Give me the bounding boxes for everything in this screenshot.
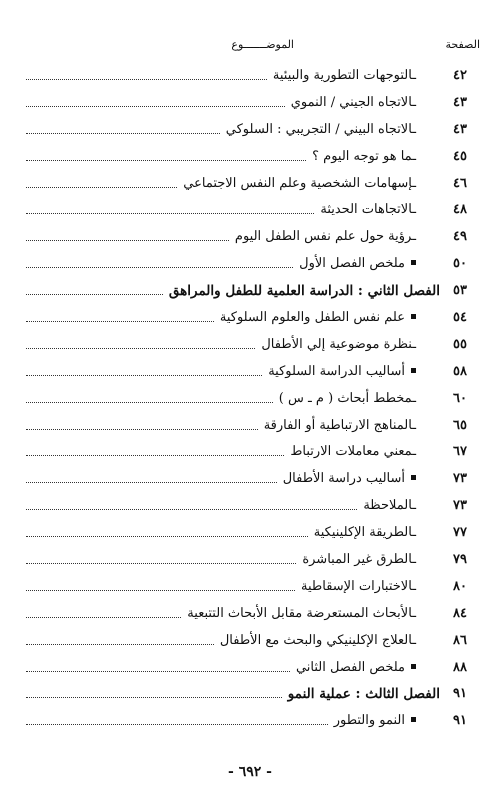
toc-page-number: ٥٨ [453, 363, 467, 379]
toc-entry-text: رؤية حول علم نفس الطفل اليوم [234, 229, 413, 245]
toc-row [20, 358, 480, 385]
table-of-contents [20, 62, 480, 734]
dot-leader [26, 213, 314, 214]
toc-entry-title [283, 471, 440, 486]
dot-leader [26, 455, 284, 456]
toc-entry-text: ملخص الفصل الثاني [295, 659, 405, 675]
toc-row [20, 465, 480, 492]
toc-entry-title [288, 686, 440, 702]
toc-entry-text: ملخص الفصل الأول [299, 256, 405, 272]
dash-prefix: ـ [412, 525, 416, 541]
toc-row [20, 170, 480, 197]
dot-leader [26, 671, 290, 672]
toc-entry-title [220, 633, 440, 648]
toc-chapter-row [20, 680, 480, 707]
toc-page-number: ٤٩ [453, 229, 467, 245]
toc-row [20, 196, 480, 223]
toc-entry-title [183, 176, 440, 191]
toc-entry-text: مخطط أبحاث ( م ـ س ) [278, 390, 413, 406]
toc-entry-title [320, 202, 440, 217]
toc-entry-text: الدراسة العلمية للطفل والمراهق [168, 282, 354, 299]
dot-leader [26, 240, 229, 241]
toc-row [20, 573, 480, 600]
dot-leader [26, 509, 357, 510]
toc-entry-text: علم نفس الطفل والعلوم السلوكية [219, 309, 405, 325]
toc-entry-text: معني معاملات الارتباط [290, 444, 413, 460]
toc-entry-title [264, 418, 440, 433]
toc-row [20, 438, 480, 465]
dash-prefix: ـ [412, 121, 416, 137]
toc-row [20, 223, 480, 250]
dash-prefix: ـ [412, 148, 416, 164]
dot-leader [26, 617, 181, 618]
toc-entry-title [268, 364, 440, 379]
toc-page-number: ٤٥ [453, 148, 467, 164]
dot-leader [26, 106, 285, 107]
toc-page-number: ٩١ [453, 686, 467, 702]
toc-page-number: ٧٧ [453, 525, 467, 541]
dot-leader [26, 482, 277, 483]
toc-row [20, 62, 480, 89]
toc-entry-text: الملاحظة [363, 498, 413, 514]
toc-entry-title [273, 68, 440, 83]
toc-entry-text: الاتجاه البيني / التجريبي : السلوكي [225, 121, 413, 137]
toc-entry-title [299, 256, 440, 271]
square-bullet-icon [411, 717, 416, 722]
toc-page-number: ٦٧ [453, 444, 467, 460]
chapter-separator: : [353, 282, 368, 299]
toc-row [20, 546, 480, 573]
toc-page-number: ٤٣ [453, 94, 467, 110]
toc-row [20, 492, 480, 519]
toc-page-number: ٤٢ [453, 67, 467, 83]
toc-entry-text: الاتجاهات الحديثة [320, 202, 413, 218]
square-bullet-icon [411, 664, 416, 669]
dash-prefix: ـ [412, 336, 416, 352]
dash-prefix: ـ [412, 229, 416, 245]
toc-row [20, 304, 480, 331]
dash-prefix: ـ [412, 94, 416, 110]
toc-entry-text: العلاج الإكلينيكي والبحث مع الأطفال [219, 632, 413, 648]
toc-entry-title [302, 552, 440, 567]
page-number: - ٦٩٢ - [228, 764, 272, 780]
toc-page-number: ٥٥ [453, 336, 467, 352]
dash-prefix: ـ [412, 202, 416, 218]
toc-entry-text: أساليب الدراسة السلوكية [268, 363, 405, 379]
toc-entry-title [235, 229, 440, 244]
toc-page-number: ٧٩ [453, 551, 467, 567]
toc-entry-text: المناهج الارتباطية أو الفارقة [263, 417, 413, 433]
toc-row [20, 654, 480, 681]
toc-entry-title [261, 337, 440, 352]
toc-entry-text: الأبحاث المستعرضة مقابل الأبحاث التتبعية [187, 605, 413, 621]
dot-leader [26, 644, 214, 645]
toc-row [20, 143, 480, 170]
dot-leader [26, 294, 163, 295]
dot-leader [26, 724, 328, 725]
dot-leader [26, 79, 267, 80]
toc-row [20, 600, 480, 627]
toc-page-number: ٦٥ [453, 417, 467, 433]
toc-entry-text: الاتجاه الجيني / النموي [290, 94, 413, 110]
dash-prefix: ـ [412, 67, 416, 83]
dash-prefix: ـ [412, 390, 416, 406]
toc-row [20, 89, 480, 116]
toc-entry-text: النمو والتطور [333, 713, 405, 729]
toc-page-number: ٧٣ [453, 471, 467, 487]
dot-leader [26, 348, 255, 349]
toc-entry-title [363, 498, 440, 513]
toc-entry-title [226, 122, 440, 137]
dot-leader [26, 133, 220, 134]
toc-entry-text: الطرق غير المباشرة [302, 551, 413, 567]
chapter-separator: : [350, 685, 366, 702]
toc-page-number: ٥٤ [453, 309, 467, 325]
dash-prefix: ـ [412, 578, 416, 594]
dot-leader [26, 187, 177, 188]
toc-page-number: ٨٦ [453, 632, 467, 648]
toc-entry-text: نظرة موضوعية إلي الأطفال [261, 336, 413, 352]
toc-chapter-row [20, 277, 480, 304]
toc-entry-title [334, 713, 440, 728]
toc-page-number: ٨٨ [453, 659, 467, 675]
toc-page-number: ٤٨ [453, 202, 467, 218]
toc-entry-title [290, 444, 440, 459]
chapter-label: الفصل الثالث [365, 685, 440, 702]
toc-page-number: ٤٦ [453, 175, 467, 191]
toc-page-number: ٨٠ [453, 578, 467, 594]
toc-page-number: ٩١ [453, 713, 467, 729]
toc-page-number: ٦٠ [453, 390, 467, 406]
toc-entry-text: إسهامات الشخصية وعلم النفس الاجتماعي [183, 175, 413, 191]
toc-entry-title [296, 660, 440, 675]
dot-leader [26, 429, 258, 430]
chapter-label: الفصل الثاني [367, 282, 440, 299]
dot-leader [26, 536, 308, 537]
toc-row [20, 331, 480, 358]
dot-leader [26, 160, 306, 161]
dash-prefix: ـ [412, 444, 416, 460]
dash-prefix: ـ [412, 175, 416, 191]
square-bullet-icon [411, 260, 416, 265]
toc-row [20, 385, 480, 412]
dot-leader [26, 375, 262, 376]
toc-entry-text: الطريقة الإكلينيكية [313, 525, 413, 541]
toc-entry-title [220, 310, 440, 325]
toc-entry-title [314, 525, 440, 540]
toc-entry-title [291, 95, 440, 110]
toc-entry-title [169, 283, 440, 299]
toc-entry-text: الاختبارات الإسقاطية [301, 578, 413, 594]
dot-leader [26, 267, 293, 268]
toc-row [20, 519, 480, 546]
toc-page-number: ٥٣ [453, 283, 467, 299]
dot-leader [26, 590, 295, 591]
toc-entry-title [187, 606, 440, 621]
toc-page-number: ٥٠ [453, 256, 467, 272]
toc-entry-text: ما هو توجه اليوم ؟ [312, 148, 413, 164]
toc-page-number: ٧٣ [453, 498, 467, 514]
toc-page-number: ٨٤ [453, 605, 467, 621]
toc-row [20, 412, 480, 439]
dot-leader [26, 321, 214, 322]
toc-page-number: ٤٣ [453, 121, 467, 137]
dot-leader [26, 563, 296, 564]
toc-entry-text: التوجهات التطورية والبيئية [272, 67, 413, 83]
dash-prefix: ـ [412, 632, 416, 648]
square-bullet-icon [411, 368, 416, 373]
toc-row [20, 250, 480, 277]
dash-prefix: ـ [412, 498, 416, 514]
toc-row [20, 707, 480, 734]
toc-entry-text: أساليب دراسة الأطفال [282, 471, 405, 487]
dot-leader [26, 697, 282, 698]
topic-column-label: الموضـــــــوع [231, 38, 294, 51]
toc-row [20, 627, 480, 654]
toc-header [20, 38, 480, 58]
toc-entry-text: عملية النمو [287, 685, 351, 702]
toc-entry-title [301, 579, 440, 594]
square-bullet-icon [411, 314, 416, 319]
dash-prefix: ـ [412, 605, 416, 621]
dot-leader [26, 402, 273, 403]
toc-entry-title [312, 149, 440, 164]
dash-prefix: ـ [412, 417, 416, 433]
square-bullet-icon [411, 475, 416, 480]
dash-prefix: ـ [412, 551, 416, 567]
toc-entry-title [279, 391, 440, 406]
toc-row [20, 116, 480, 143]
page-column-label: الصفحة [445, 38, 480, 51]
